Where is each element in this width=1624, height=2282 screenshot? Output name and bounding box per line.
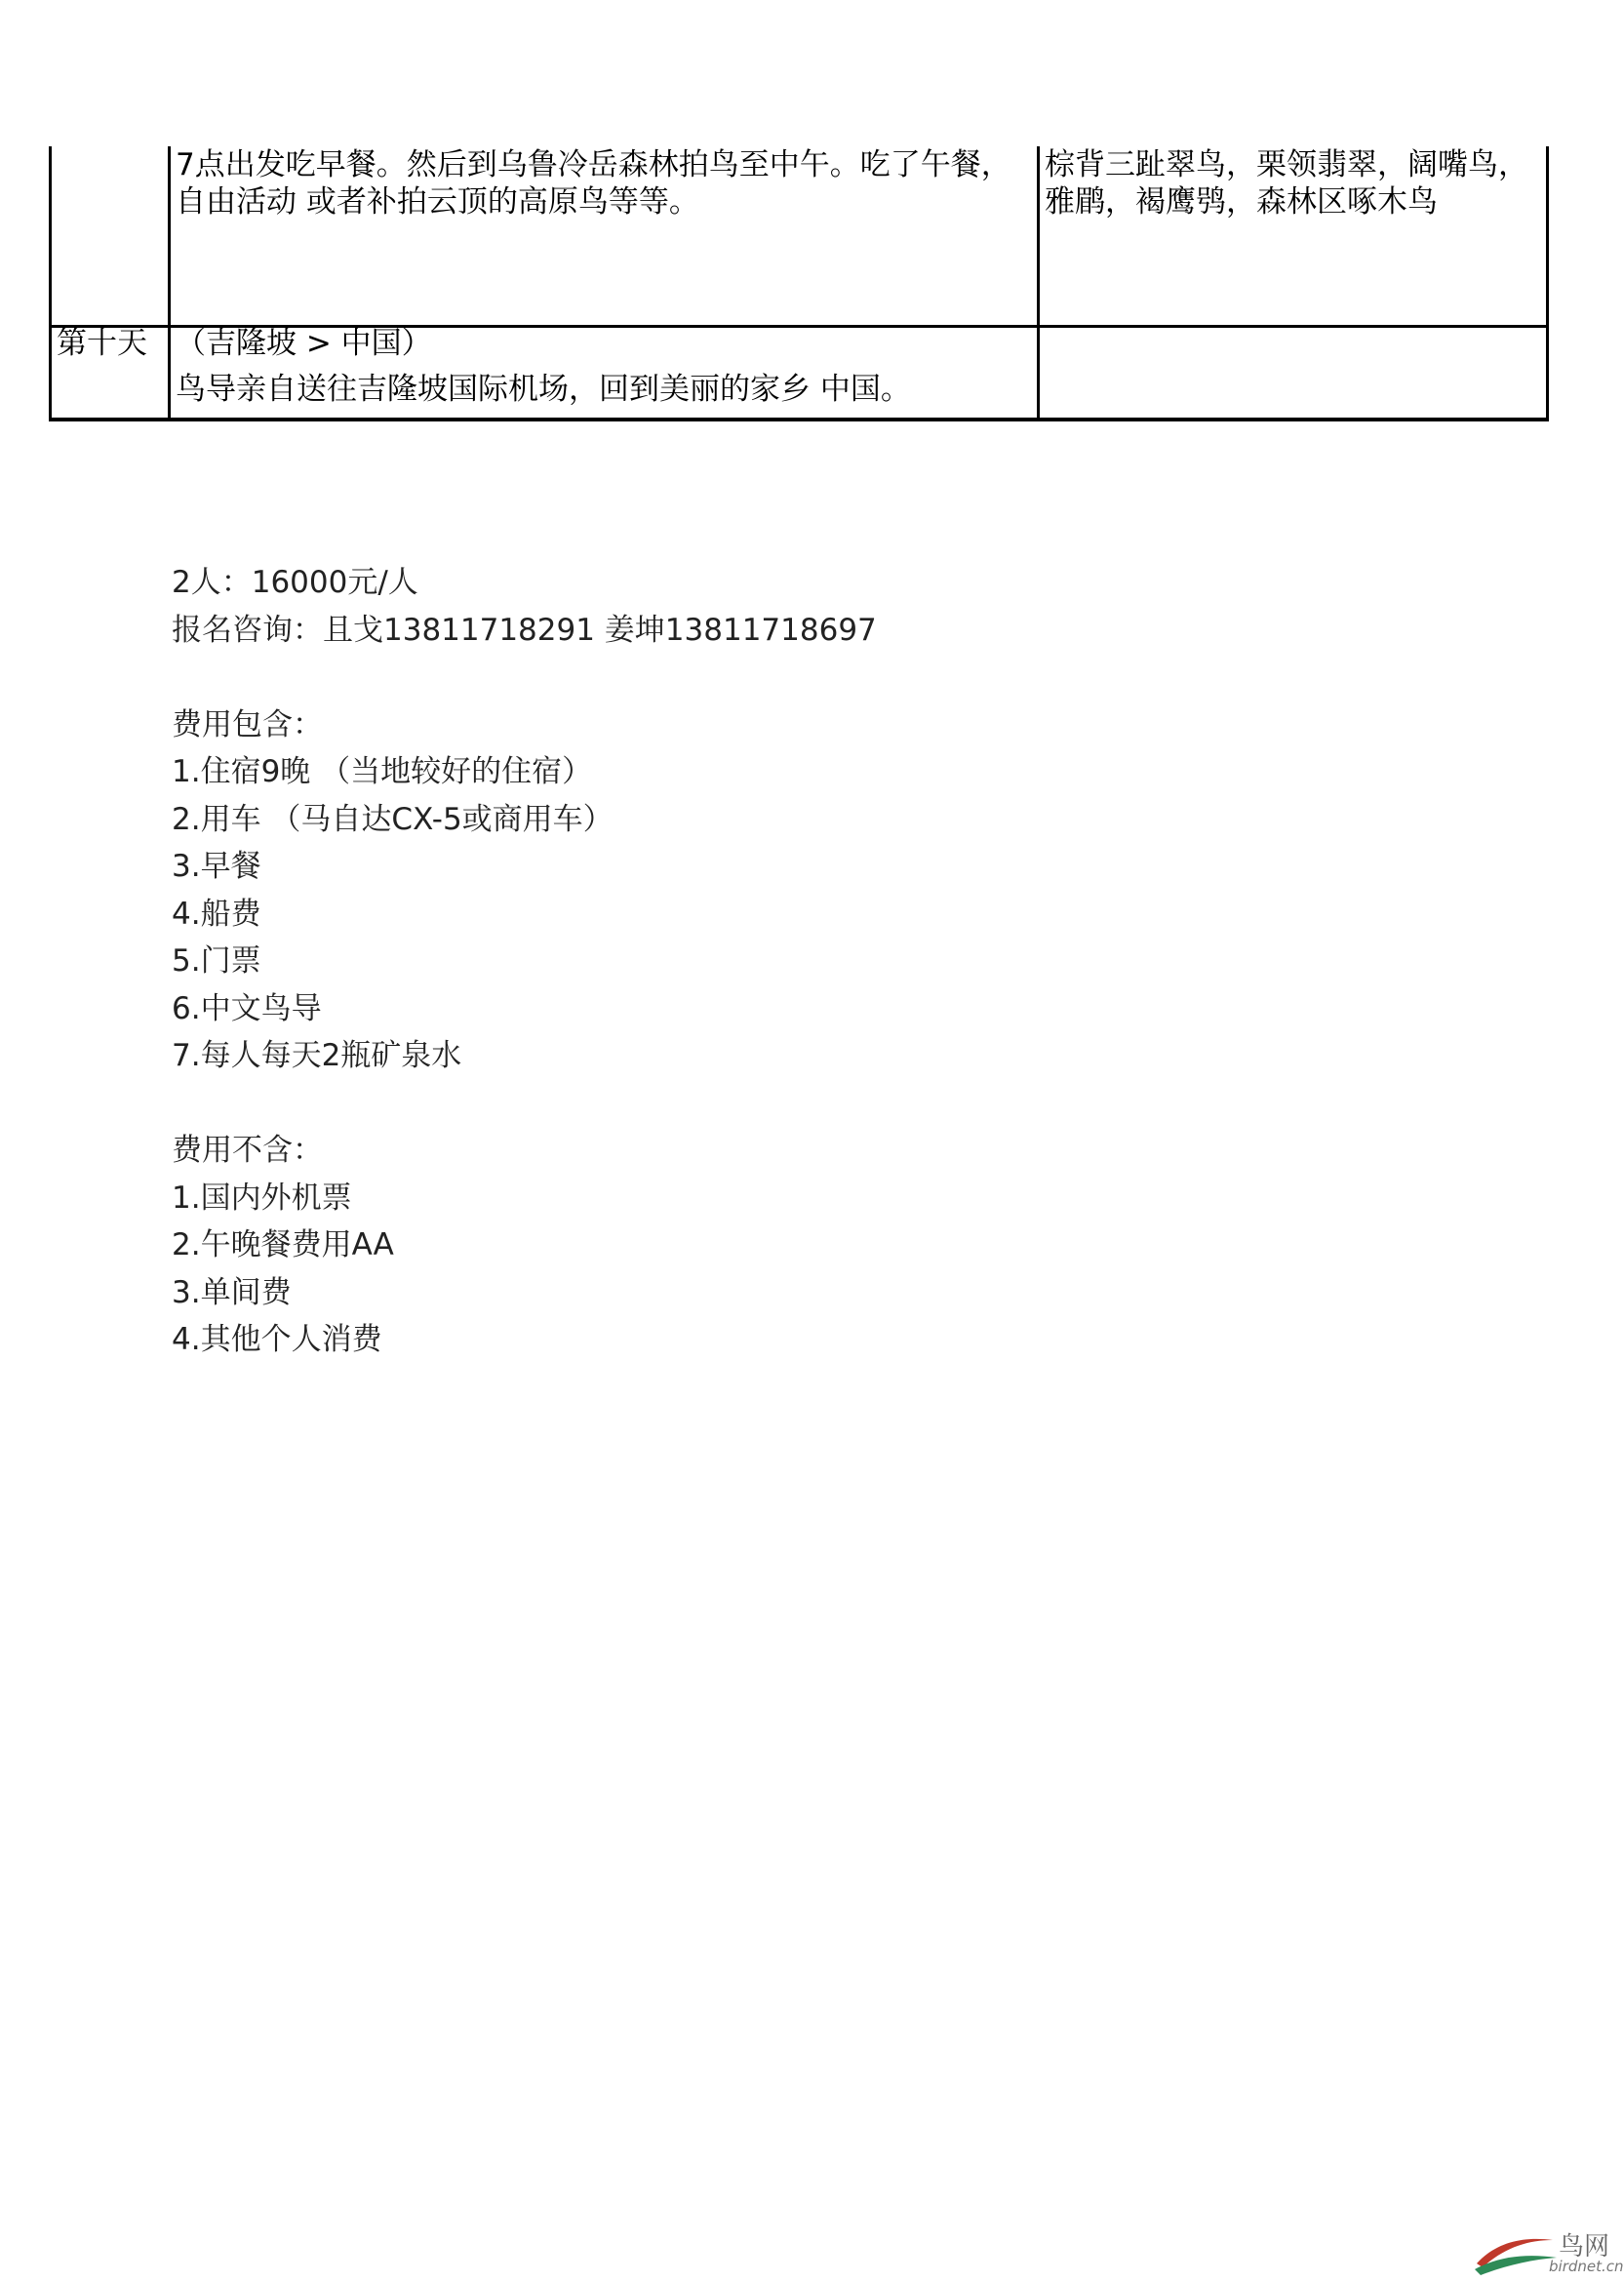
trip-info xyxy=(172,559,877,1364)
included-item: 2.用车 （马自达CX-5或商用车） xyxy=(172,801,614,837)
day9-birds: 棕背三趾翠鸟，栗领翡翠，阔嘴鸟，雅鹛，褐鹰鸮，森林区啄木鸟 xyxy=(1045,147,1528,220)
excluded-item: 4.其他个人消费 xyxy=(172,1322,382,1357)
itinerary-table xyxy=(49,146,1549,421)
day10-route: （吉隆坡 > 中国） xyxy=(176,326,432,361)
excluded-item: 3.单间费 xyxy=(172,1274,292,1310)
included-item: 5.门票 xyxy=(172,943,261,979)
day10-label: 第十天 xyxy=(57,326,147,361)
column-divider xyxy=(1037,146,1040,418)
watermark-domain: birdnet.cn xyxy=(1549,2258,1624,2275)
excluded-title: 费用不含： xyxy=(172,1133,323,1168)
included-item: 1.住宿9晚 （当地较好的住宿） xyxy=(172,754,593,789)
birdnet-watermark xyxy=(1473,2224,1624,2279)
included-item: 7.每人每天2瓶矿泉水 xyxy=(172,1038,462,1073)
included-item: 4.船费 xyxy=(172,896,261,932)
excluded-item: 1.国内外机票 xyxy=(172,1180,352,1216)
day10-description: 鸟导亲自送往吉隆坡国际机场，回到美丽的家乡 中国。 xyxy=(176,372,911,407)
included-item: 6.中文鸟导 xyxy=(172,990,322,1026)
included-item: 3.早餐 xyxy=(172,849,261,884)
watermark-brand: 鸟网 xyxy=(1559,2232,1610,2262)
contact-line: 报名咨询：且戈13811718291 姜坤13811718697 xyxy=(172,612,877,648)
bird-swoosh-icon xyxy=(1473,2224,1561,2279)
day9-description: 7点出发吃早餐。然后到乌鲁冷岳森林拍鸟至中午。吃了午餐，自由活动 或者补拍云顶的高原鸟等等。 xyxy=(176,147,1011,220)
column-divider xyxy=(168,146,171,418)
included-title: 费用包含： xyxy=(172,706,323,742)
excluded-item: 2.午晚餐费用AA xyxy=(172,1227,394,1262)
price-line: 2人：16000元/人 xyxy=(172,565,418,600)
